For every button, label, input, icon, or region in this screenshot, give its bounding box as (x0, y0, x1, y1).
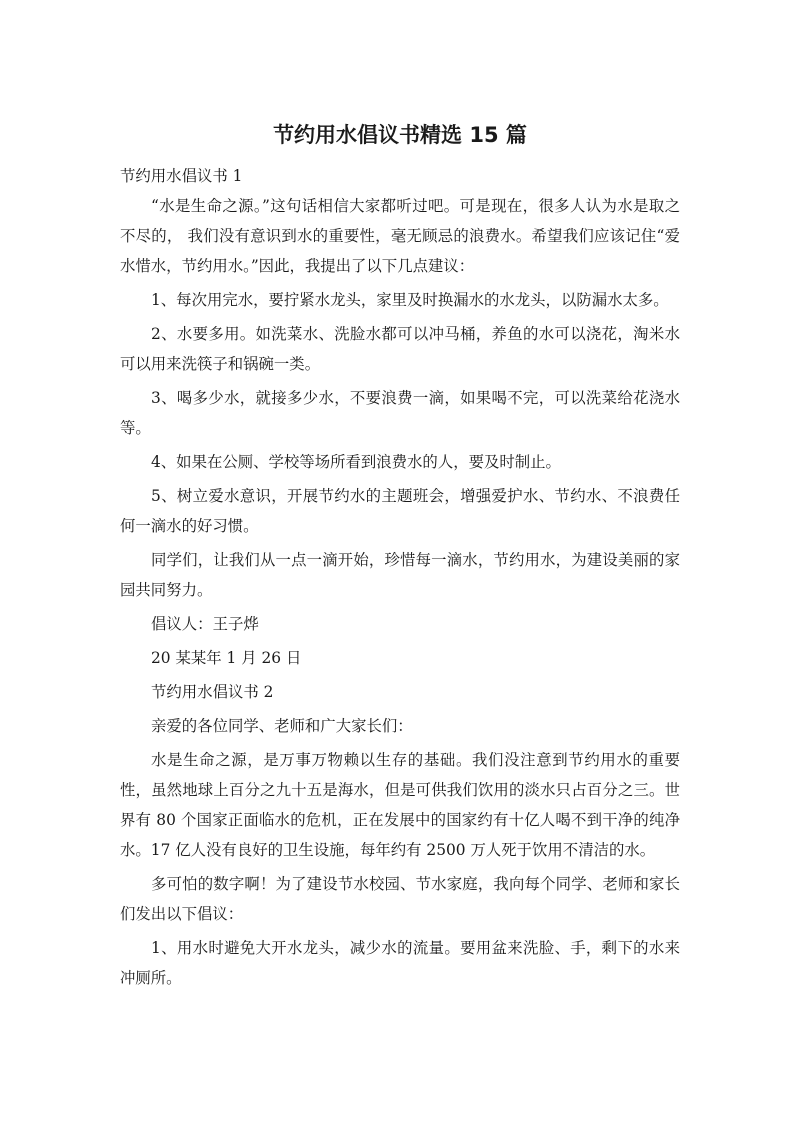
document-title: 节约用水倡议书精选 15 篇 (273, 123, 527, 147)
paragraph-heading-2: 节约用水倡议书 2 (151, 683, 274, 701)
paragraph: 1、用水时避免大开水龙头，减少水的流量。要用盆来洗脸、手，剩下的水来冲厕所。 (120, 939, 680, 987)
paragraph: 5、树立爱水意识，开展节约水的主题班会，增强爱护水、节约水、不浪费任何一滴水的好习惯。 (120, 487, 680, 535)
paragraph: 2、水要多用。如洗菜水、洗脸水都可以冲马桶，养鱼的水可以浇花，淘米水可以用来洗筷子和锅碗一类。 (120, 325, 680, 373)
paragraph: 同学们，让我们从一点一滴开始，珍惜每一滴水，节约用水，为建设美丽的家园共同努力。 (120, 551, 680, 599)
paragraph: 4、如果在公厕、学校等场所看到浪费水的人，要及时制止。 (151, 453, 561, 471)
paragraph: 1、每次用完水，要拧紧水龙头，家里及时换漏水的水龙头，以防漏水太多。 (151, 291, 669, 309)
salutation: 亲爱的各位同学、老师和广大家长们： (151, 717, 413, 735)
paragraph-heading-1: 节约用水倡议书 1 (120, 167, 243, 185)
paragraph: 3、喝多少水，就接多少水，不要浪费一滴，如果喝不完，可以洗菜给花浇水等。 (120, 389, 680, 437)
paragraph: “水是生命之源。”这句话相信大家都听过吧。可是现在，很多人认为水是取之不尽的， 我们没有意识到水的重要性，毫无顾忌的浪费水。希望我们应该记住“爱水惜水，节约用水。”因此，我提出了以下几点建议： (120, 197, 680, 275)
paragraph: 多可怕的数字啊！为了建设节水校园、节水家庭，我向每个同学、老师和家长们发出以下倡议： (120, 875, 680, 923)
date-line: 20 某某年 1 月 26 日 (151, 649, 302, 667)
paragraph: 水是生命之源，是万事万物赖以生存的基础。我们没注意到节约用水的重要性，虽然地球上百分之九十五是海水，但是可供我们饮用的淡水只占百分之三。世界有 80 个国家正面临水的危机，正在发展中的国家约有十亿人喝不到干净的纯净水。17 亿人没有良好的卫生设施，每年约有 2500 万人死于饮用不清洁的水。 (120, 751, 680, 859)
signature-line: 倡议人：王子烨 (151, 615, 259, 633)
document-body (120, 161, 680, 997)
